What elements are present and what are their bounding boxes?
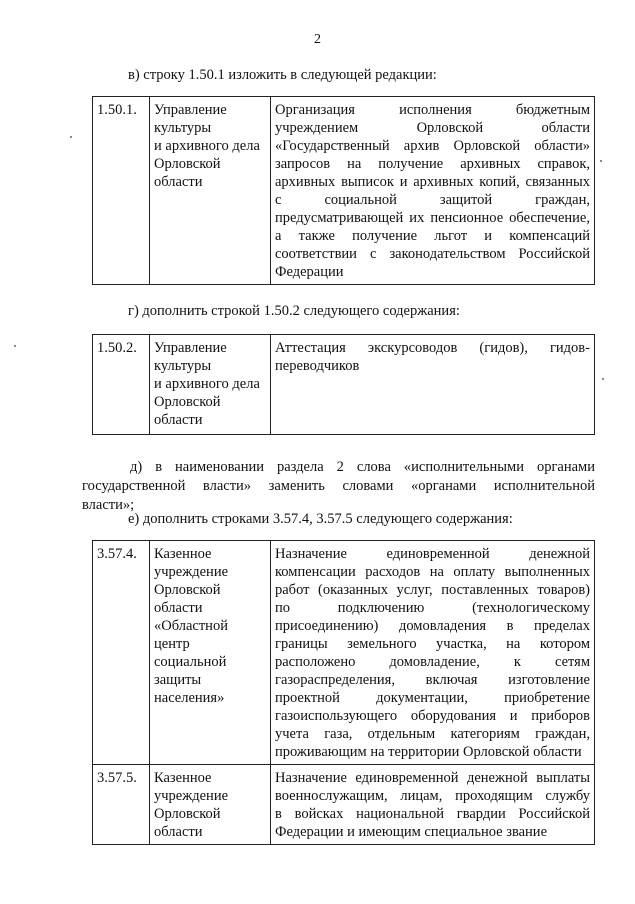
organization-line: населения» xyxy=(154,690,225,706)
paragraph-d-line: д) в наименовании раздела 2 слова «исполнительными органами xyxy=(130,459,595,475)
service-description-line: запросов на получение архивных справок, xyxy=(275,156,590,172)
scan-speck xyxy=(600,160,602,162)
organization-cell xyxy=(150,765,271,845)
table-row xyxy=(93,541,595,765)
organization-line: культуры xyxy=(154,358,212,374)
service-description-line: работ (оказанных услуг, поставленных товаров) xyxy=(275,582,590,598)
organization-line: и архивного дела xyxy=(154,138,260,154)
organization-line: Казенное xyxy=(154,770,212,786)
service-description-line: Федерации и имеющим специальное звание xyxy=(275,824,548,840)
organization-line: социальной xyxy=(154,654,227,670)
organization-cell xyxy=(150,541,271,765)
organization-line: Казенное xyxy=(154,546,212,562)
service-description-line: расположено домовладение, к сетям xyxy=(275,654,590,670)
organization-line: культуры xyxy=(154,120,212,136)
service-description-cell xyxy=(271,97,595,285)
service-description-line: Назначение единовременной денежной выплаты xyxy=(275,770,590,786)
organization-cell xyxy=(150,97,271,285)
service-description-line: в войсках национальной гвардии Российской xyxy=(275,806,590,822)
service-description-line: границы земельного участка, на котором xyxy=(275,636,590,652)
service-description-line: архивных выписок и архивных копий, связанных xyxy=(275,174,590,190)
organization-line: учреждение xyxy=(154,564,229,580)
scan-speck xyxy=(602,378,604,380)
paragraph-d xyxy=(82,458,595,515)
service-description-cell xyxy=(271,541,595,765)
row-number-cell: 1.50.2. xyxy=(93,335,150,435)
service-description-line: соответствии с законодательством Российской xyxy=(275,246,590,262)
organization-line: и архивного дела xyxy=(154,376,260,392)
paragraph-g: г) дополнить строкой 1.50.2 следующего содержания: xyxy=(128,303,460,319)
table-row-1-50-1 xyxy=(92,96,595,285)
scan-speck xyxy=(14,345,16,347)
service-description-line: а также получение льгот и компенсаций xyxy=(275,228,590,244)
service-description-line: по подключению (технологическому xyxy=(275,600,590,616)
service-description-line: «Государственный архив Орловской области» xyxy=(275,138,590,154)
row-number-cell: 3.57.5. xyxy=(93,765,150,845)
scan-speck xyxy=(70,136,72,138)
organization-line: области xyxy=(154,412,203,428)
service-description-line: компенсации расходов на оплату выполненных xyxy=(275,564,590,580)
organization-line: области xyxy=(154,600,203,616)
service-description-line: Федерации xyxy=(275,264,344,280)
paragraph-d-line: власти»; xyxy=(82,497,135,513)
organization-line: «Областной xyxy=(154,618,228,634)
organization-line: Управление xyxy=(154,340,227,356)
service-description-line: военнослужащим, лицам, проходящим службу xyxy=(275,788,590,804)
service-description-line: газоиспользующего оборудования и приборов xyxy=(275,708,590,724)
organization-line: Орловской xyxy=(154,806,221,822)
organization-line: Орловской xyxy=(154,156,221,172)
service-description-cell xyxy=(271,765,595,845)
table-row xyxy=(93,765,595,845)
paragraph-d-line: государственной власти» заменить словами «органами исполнительной xyxy=(82,478,595,494)
service-description-cell xyxy=(271,335,595,435)
service-description-line: с социальной защитой граждан, xyxy=(275,192,590,208)
service-description-line: учреждением Орловской области xyxy=(275,120,590,136)
organization-line: области xyxy=(154,824,203,840)
service-description-line: Организация исполнения бюджетным xyxy=(275,102,590,118)
service-description-line: переводчиков xyxy=(275,358,360,374)
organization-line: Орловской xyxy=(154,582,221,598)
organization-line: Управление xyxy=(154,102,227,118)
service-description-line: учета газа, отдельным категориям граждан, xyxy=(275,726,590,742)
organization-line: учреждение xyxy=(154,788,229,804)
service-description-line: присоединению) домовладения в пределах xyxy=(275,618,590,634)
paragraph-v: в) строку 1.50.1 изложить в следующей редакции: xyxy=(128,67,437,83)
service-description-line: газораспределения, включая изготовление xyxy=(275,672,590,688)
service-description-line: предусматривающей их пенсионное обеспечение, xyxy=(275,210,590,226)
organization-line: области xyxy=(154,174,203,190)
service-description-line: Назначение единовременной денежной xyxy=(275,546,590,562)
table-row-1-50-2 xyxy=(92,334,595,435)
page-number: 2 xyxy=(314,32,321,47)
organization-line: защиты xyxy=(154,672,202,688)
table-row xyxy=(93,97,595,285)
table-row xyxy=(93,335,595,435)
organization-line: Орловской xyxy=(154,394,221,410)
service-description-line: проектной документации, приобретение xyxy=(275,690,590,706)
organization-cell xyxy=(150,335,271,435)
service-description-line: проживающим на территории Орловской области xyxy=(275,744,582,760)
service-description-line: Аттестация экскурсоводов (гидов), гидов- xyxy=(275,340,590,356)
paragraph-e: е) дополнить строками 3.57.4, 3.57.5 следующего содержания: xyxy=(128,511,513,527)
organization-line: центр xyxy=(154,636,190,652)
row-number-cell: 1.50.1. xyxy=(93,97,150,285)
table-rows-3-57 xyxy=(92,540,595,845)
row-number-cell: 3.57.4. xyxy=(93,541,150,765)
